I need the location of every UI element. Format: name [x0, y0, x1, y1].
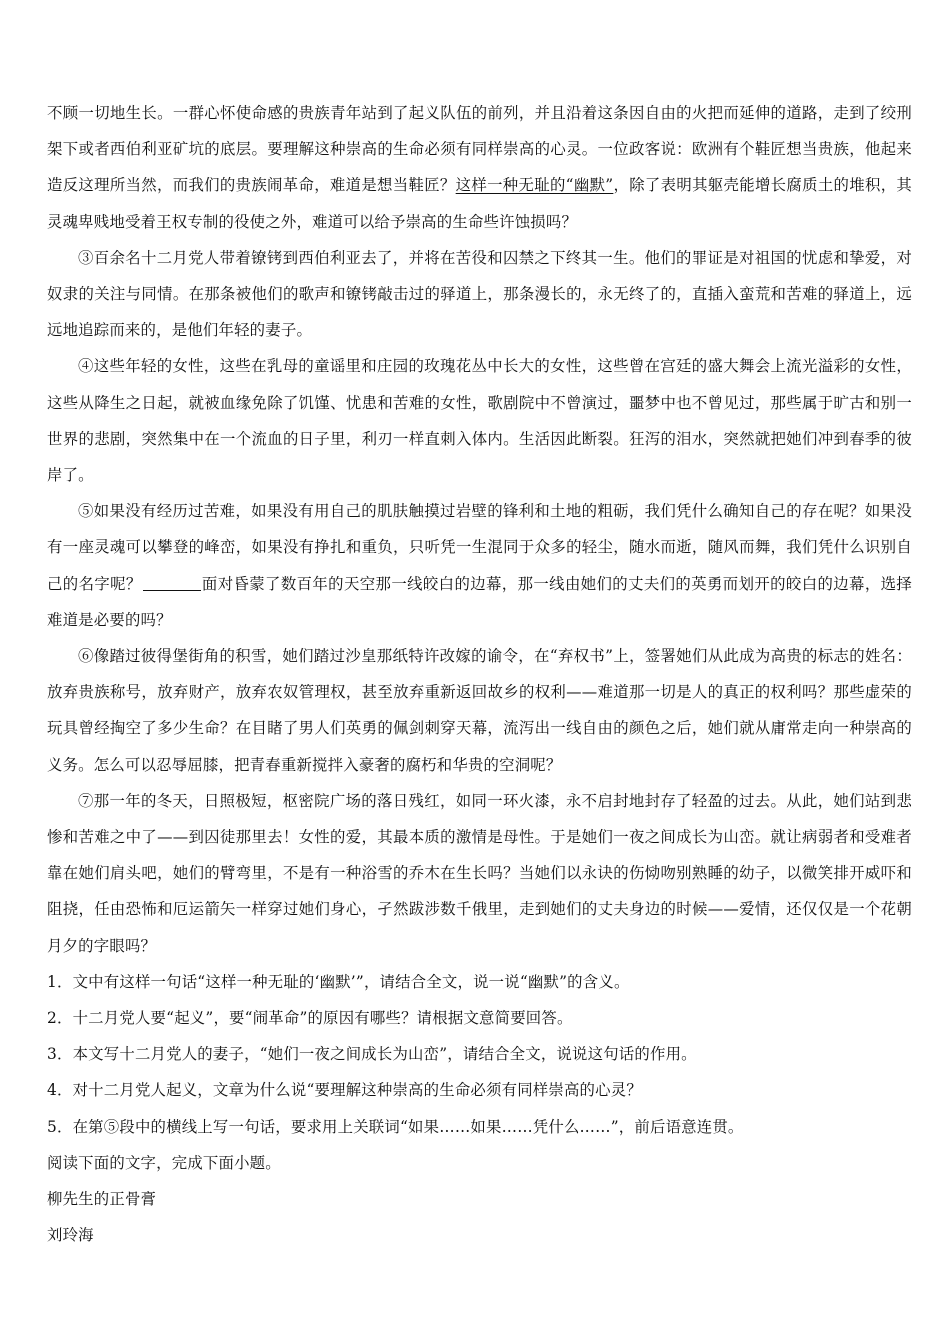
document-page: [47, 95, 912, 1254]
paragraph-4: ④这些年轻的女性，这些在乳母的童谣里和庄园的玫瑰花丛中长大的女性，这些曾在宫廷的盛大舞会上流光溢彩的女性，这些从降生之日起，就被血缘免除了饥馑、忧患和苦难的女性，歌剧院中不曾演过，噩梦中也不曾见过，那些属于旷古和别一世界的悲剧，突然集中在一个流血的日子里，利刃一样直刺入体内。生活因此断裂。狂泻的泪水，突然就把她们冲到春季的彼岸了。: [47, 357, 912, 485]
paragraph-5-text-after: 面对昏蒙了数百年的天空那一线皎白的边幕，那一线由她们的丈夫们的英勇而划开的皎白的边幕，选择难道是必要的吗？: [47, 574, 912, 629]
paragraph-6: ⑥像踏过彼得堡街角的积雪，她们踏过沙皇那纸特许改嫁的谕令，在“弃权书”上，签署她们从此成为高贵的标志的姓名：放弃贵族称号，放弃财产，放弃农奴管理权，甚至放弃重新返回故乡的权利——难道那一切是人的真正的权利吗？那些虚荣的玩具曾经掏空了多少生命？在目睹了男人们英勇的佩剑刺穿天幕，流泻出一线自由的颜色之后，她们就从庸常走向一种崇高的义务。怎么可以忍辱屈膝，把青春重新搅拌入豪奢的腐朽和华贵的空洞呢？: [47, 647, 912, 774]
question-4: 4．对十二月党人起义，文章为什么说“要理解这种崇高的生命必须有同样崇高的心灵？: [47, 1081, 642, 1100]
paragraph-2-text-before: 不顾一切地生长。一群心怀使命感的贵族青年站到了起义队伍的前列，并且沿着这条因自由的火把而延伸的道路，走到了绞刑架下或者西伯利亚矿坑的底层。要理解这种崇高的生命必须有同样崇高的心灵。一位政客说：欧洲有个鞋匠想当贵族，他起来造反这理所当然，而我们的贵族闹革命，难道是想当鞋匠？: [47, 104, 912, 195]
paragraph-7: ⑦那一年的冬天，日照极短，枢密院广场的落日残红，如同一环火漆，永不启封地封存了轻盈的过去。从此，她们站到悲惨和苦难之中了——到囚徒那里去！女性的爱，其最本质的激情是母性。于是她们一夜之间成长为山峦。就让病弱者和受难者靠在她们肩头吧，她们的臂弯里，不是有一种浴雪的乔木在生长吗？当她们以永诀的伤恸吻别熟睡的幼子，以微笑排开威吓和阻挠，任由恐怖和厄运箭矢一样穿过她们身心，孑然跋涉数千俄里，走到她们的丈夫身边的时候——爱情，还仅仅是一个花朝月夕的字眼吗？: [47, 791, 912, 955]
fill-in-blank-line[interactable]: [143, 574, 201, 590]
paragraph-5: [47, 493, 912, 638]
paragraph-2-continuation: [47, 95, 912, 240]
article-author: 刘玲海: [47, 1226, 94, 1245]
underlined-humor-sentence: 这样一种无耻的“幽默”: [455, 176, 614, 195]
question-2: 2．十二月党人要“起义”，要“闹革命”的原因有哪些？请根据文意简要回答。: [47, 1009, 573, 1028]
paragraph-2-text-after: ，除了表明其躯壳能增长腐质土的堆积，其灵魂卑贱地受着王权专制的役使之外，难道可以给予崇高的生命些许蚀损吗？: [47, 176, 912, 231]
reading-instruction: 阅读下面的文字，完成下面小题。: [47, 1153, 281, 1172]
article-title: 柳先生的正骨膏: [47, 1190, 157, 1209]
question-1: 1．文中有这样一句话“这样一种无耻的‘幽默’”，请结合全文，说一说“幽默”的含义。: [47, 972, 630, 991]
question-3: 3．本文写十二月党人的妻子，“她们一夜之间成长为山峦”，请结合全文，说说这句话的作用。: [47, 1045, 697, 1064]
paragraph-5-text-before: ⑤如果没有经历过苦难，如果没有用自己的肌肤触摸过岩壁的锋利和土地的粗砺，我们凭什么确知自己的存在呢？如果没有一座灵魂可以攀登的峰峦，如果没有挣扎和重负，只听凭一生混同于众多的轻尘，随水而逝，随风而舞，我们凭什么识别自己的名字呢？: [47, 502, 912, 593]
paragraph-3: ③百余名十二月党人带着镣铐到西伯利亚去了，并将在苦役和囚禁之下终其一生。他们的罪证是对祖国的忧虑和挚爱，对奴隶的关注与同情。在那条被他们的歌声和镣铐敲击过的驿道上，那条漫长的，永无终了的，直插入蛮荒和苦难的驿道上，远远地追踪而来的，是他们年轻的妻子。: [47, 248, 912, 340]
question-5: 5．在第⑤段中的横线上写一句话，要求用上关联词“如果……如果……凭什么……”，前后语意连贯。: [47, 1117, 744, 1136]
